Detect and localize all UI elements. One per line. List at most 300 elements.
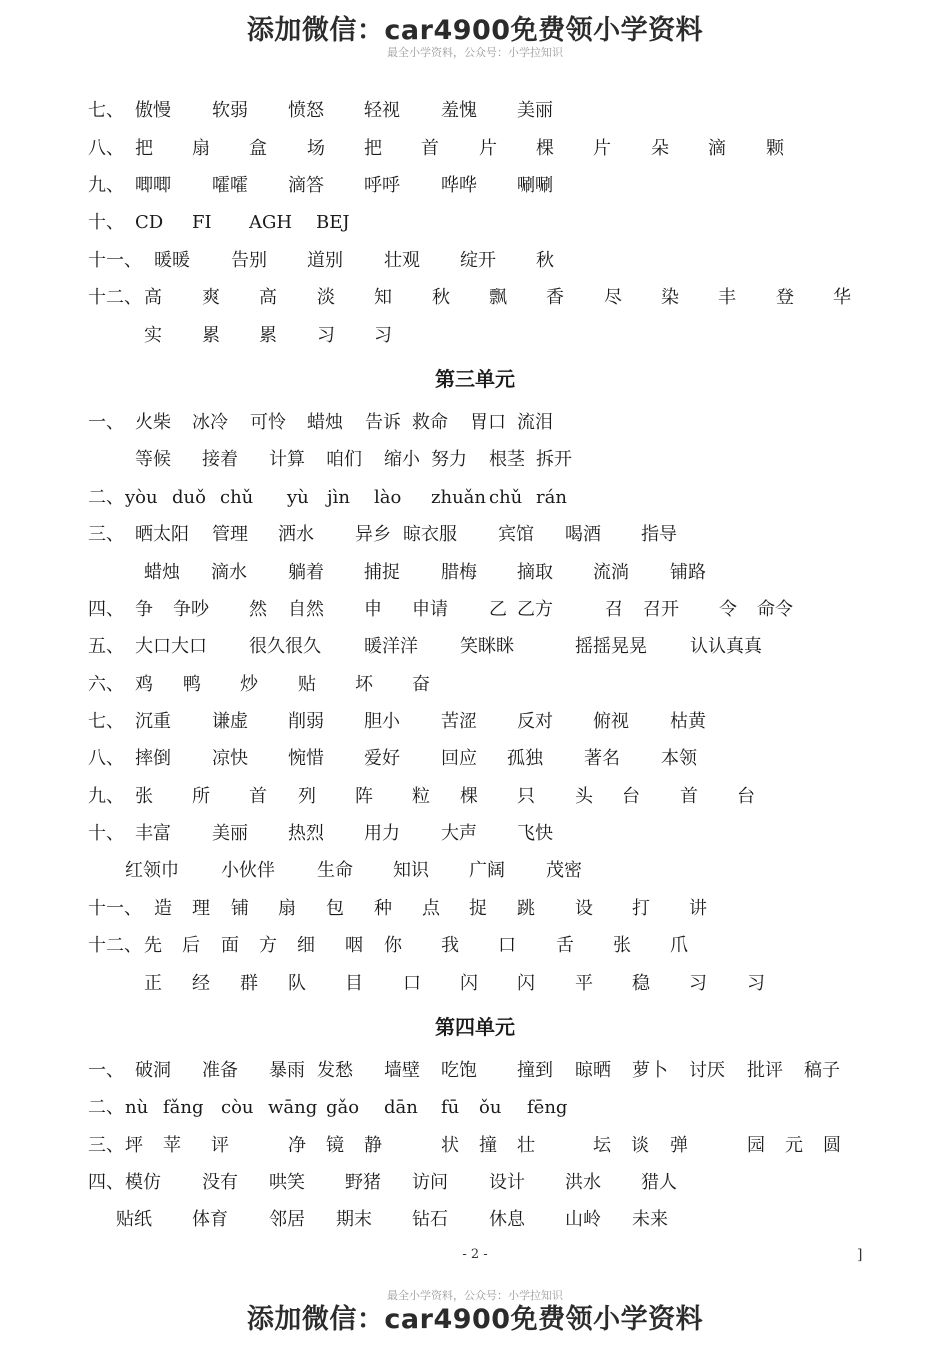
answer-word: 理: [192, 898, 210, 919]
answer-word: 腊梅: [441, 562, 477, 583]
answer-word: 包: [326, 898, 344, 919]
answer-word: fū: [441, 1097, 460, 1118]
answer-word: 摇摇晃晃: [575, 636, 647, 657]
answer-word: 休息: [489, 1209, 525, 1230]
answer-word: 著名: [584, 748, 620, 769]
answer-word: chǔ: [220, 487, 254, 508]
answer-word: 扇: [278, 898, 296, 919]
question-number: 七、: [88, 100, 124, 121]
answer-word: 申: [364, 599, 382, 620]
answer-word: 先: [144, 935, 162, 956]
answer-word: 冰冷: [192, 412, 228, 433]
answer-word: 飘: [489, 287, 507, 308]
answer-line: [0, 408, 950, 438]
answer-word: 造: [154, 898, 172, 919]
answer-word: fǎng: [163, 1097, 204, 1118]
answer-word: 萝卜: [632, 1060, 668, 1081]
answer-word: 凉快: [212, 748, 248, 769]
answer-word: 细: [297, 935, 315, 956]
answer-word: 洒水: [278, 524, 314, 545]
answer-word: 壮: [517, 1135, 535, 1156]
answer-word: 生命: [317, 860, 353, 881]
answer-line: [0, 171, 950, 201]
answer-word: 首: [680, 786, 698, 807]
question-number: 十一、: [88, 898, 142, 919]
answer-word: 累: [202, 325, 220, 346]
answer-word: 炒: [240, 674, 258, 695]
answer-word: 后: [182, 935, 200, 956]
question-number: 一、: [88, 412, 124, 433]
answer-word: 园: [747, 1135, 765, 1156]
answer-word: nù: [125, 1097, 149, 1118]
answer-word: 口: [403, 973, 421, 994]
answer-word: 准备: [202, 1060, 238, 1081]
answer-word: 把: [135, 138, 153, 159]
answer-word: 拆开: [536, 449, 572, 470]
answer-word: 场: [307, 138, 325, 159]
answer-word: chǔ: [489, 487, 523, 508]
answer-word: lào: [374, 487, 402, 508]
answer-word: 猎人: [641, 1172, 677, 1193]
watermark-banner-top: 添加微信：car4900免费领小学资料: [246, 15, 704, 46]
answer-word: 告诉: [365, 412, 401, 433]
answer-word: 异乡: [355, 524, 391, 545]
edge-mark: ]: [857, 1247, 863, 1263]
answer-line: [0, 1205, 950, 1235]
answer-word: 弹: [670, 1135, 688, 1156]
answer-word: 谈: [631, 1135, 649, 1156]
answer-word: 宾馆: [498, 524, 534, 545]
answer-word: 暖洋洋: [364, 636, 418, 657]
answer-word: 晾衣服: [403, 524, 457, 545]
answer-line: [0, 246, 950, 276]
answer-word: 蜡烛: [307, 412, 343, 433]
answer-word: 傲慢: [135, 100, 171, 121]
answer-word: 野猪: [345, 1172, 381, 1193]
answer-word: 体育: [192, 1209, 228, 1230]
answer-word: 鸭: [183, 674, 201, 695]
answer-word: 捉: [469, 898, 487, 919]
answer-word: 邻居: [269, 1209, 305, 1230]
answer-word: 坛: [593, 1135, 611, 1156]
answer-word: 晾晒: [575, 1060, 611, 1081]
answer-word: 用力: [364, 823, 400, 844]
answer-word: 坪: [125, 1135, 143, 1156]
answer-word: 累: [259, 325, 277, 346]
answer-word: 秋: [536, 250, 554, 271]
answer-word: 大口大口: [135, 636, 207, 657]
answer-word: 嚯嚯: [212, 175, 248, 196]
answer-line: [0, 321, 950, 351]
answer-line: [0, 96, 950, 126]
answer-word: 香: [546, 287, 564, 308]
answer-word: gǎo: [326, 1097, 360, 1118]
answer-word: 方: [259, 935, 277, 956]
answer-word: 茂密: [546, 860, 582, 881]
answer-word: 俯视: [593, 711, 629, 732]
answer-word: 颗: [766, 138, 784, 159]
answer-word: 评: [211, 1135, 229, 1156]
question-number: 十、: [88, 823, 124, 844]
answer-word: 指导: [641, 524, 677, 545]
answer-line: [0, 283, 950, 313]
answer-word: 乙方: [517, 599, 553, 620]
answer-word: 访问: [412, 1172, 448, 1193]
answer-word: 苦涩: [441, 711, 477, 732]
page-number: - 2 -: [462, 1247, 488, 1262]
answer-word: 舌: [556, 935, 574, 956]
answer-word: 唰唰: [517, 175, 553, 196]
answer-word: 大声: [441, 823, 477, 844]
answer-word: 朵: [651, 138, 669, 159]
answer-word: fēng: [527, 1097, 568, 1118]
answer-word: 没有: [202, 1172, 238, 1193]
answer-word: 铺: [231, 898, 249, 919]
answer-word: yòu: [125, 487, 158, 508]
answer-word: 贴纸: [116, 1209, 152, 1230]
answer-word: 唧唧: [135, 175, 171, 196]
answer-word: rán: [536, 487, 567, 508]
answer-word: 知: [374, 287, 392, 308]
answer-word: dān: [384, 1097, 418, 1118]
answer-word: 摔倒: [135, 748, 171, 769]
answer-word: 坏: [355, 674, 373, 695]
question-number: 十二、: [88, 935, 142, 956]
answer-word: 呼呼: [364, 175, 400, 196]
question-number: 四、: [88, 1172, 124, 1193]
answer-word: 反对: [517, 711, 553, 732]
answer-word: 救命: [412, 412, 448, 433]
answer-word: 镜: [326, 1135, 344, 1156]
answer-word: 笑眯眯: [460, 636, 514, 657]
answer-word: 然: [249, 599, 267, 620]
answer-word: 胃口: [470, 412, 506, 433]
answer-word: 静: [364, 1135, 382, 1156]
answer-word: 目: [345, 973, 363, 994]
answer-word: 红领巾: [125, 860, 179, 881]
answer-word: 发愁: [317, 1060, 353, 1081]
answer-word: 咽: [345, 935, 363, 956]
answer-word: 未来: [632, 1209, 668, 1230]
answer-word: 命令: [757, 599, 793, 620]
answer-word: 实: [144, 325, 162, 346]
answer-word: 华: [833, 287, 851, 308]
answer-line: [0, 782, 950, 812]
answer-word: 点: [422, 898, 440, 919]
answer-word: 咱们: [326, 449, 362, 470]
answer-word: 滴答: [288, 175, 324, 196]
answer-word: 洪水: [565, 1172, 601, 1193]
answer-word: 习: [689, 973, 707, 994]
answer-word: 跳: [517, 898, 535, 919]
answer-word: 盒: [249, 138, 267, 159]
answer-line: [0, 1093, 950, 1123]
answer-word: 哄笑: [269, 1172, 305, 1193]
answer-word: 片: [593, 138, 611, 159]
answer-word: 等候: [135, 449, 171, 470]
answer-word: 很久很久: [249, 636, 321, 657]
question-number: 二、: [88, 487, 124, 508]
answer-word: 面: [221, 935, 239, 956]
answer-word: 争: [135, 599, 153, 620]
answer-word: 热烈: [288, 823, 324, 844]
answer-word: duǒ: [172, 487, 206, 508]
answer-word: 圆: [823, 1135, 841, 1156]
answer-word: 枯黄: [670, 711, 706, 732]
answer-word: 努力: [431, 449, 467, 470]
answer-word: 种: [374, 898, 392, 919]
answer-word: 胆小: [364, 711, 400, 732]
answer-word: 染: [661, 287, 679, 308]
answer-line: [0, 632, 950, 662]
answer-word: 淡: [317, 287, 335, 308]
answer-word: 习: [317, 325, 335, 346]
question-number: 七、: [88, 711, 124, 732]
answer-word: 认认真真: [690, 636, 762, 657]
answer-word: 批评: [747, 1060, 783, 1081]
answer-word: 尽: [604, 287, 622, 308]
answer-word: 闪: [517, 973, 535, 994]
answer-word: 首: [421, 138, 439, 159]
answer-word: 壮观: [384, 250, 420, 271]
question-number: 九、: [88, 175, 124, 196]
question-number: 五、: [88, 636, 124, 657]
answer-line: [0, 670, 950, 700]
answer-word: 台: [622, 786, 640, 807]
answer-line: [0, 856, 950, 886]
answer-word: 苹: [163, 1135, 181, 1156]
answer-line: [0, 483, 950, 513]
answer-word: 羞愧: [441, 100, 477, 121]
answer-word: 软弱: [212, 100, 248, 121]
answer-word: 只: [517, 786, 535, 807]
answer-word: 扇: [192, 138, 210, 159]
answer-word: 撞: [479, 1135, 497, 1156]
answer-word: 喝酒: [565, 524, 601, 545]
answer-word: 召开: [643, 599, 679, 620]
answer-word: 争吵: [173, 599, 209, 620]
answer-word: 乙: [489, 599, 507, 620]
answer-line: [0, 707, 950, 737]
answer-word: 道别: [307, 250, 343, 271]
answer-word: 知识: [393, 860, 429, 881]
answer-word: 接着: [202, 449, 238, 470]
answer-word: 沉重: [135, 711, 171, 732]
answer-word: CD: [135, 212, 164, 233]
answer-word: 自然: [288, 599, 324, 620]
answer-word: 棵: [536, 138, 554, 159]
answer-word: 可怜: [250, 412, 286, 433]
answer-word: 本领: [661, 748, 697, 769]
answer-word: 高: [259, 287, 277, 308]
answer-word: 火柴: [135, 412, 171, 433]
answer-word: 群: [240, 973, 258, 994]
answer-line: [0, 558, 950, 588]
answer-word: 爪: [670, 935, 688, 956]
answer-word: 流淌: [593, 562, 629, 583]
answer-word: ǒu: [479, 1097, 502, 1118]
answer-word: 小伙伴: [221, 860, 275, 881]
answer-word: còu: [221, 1097, 254, 1118]
answer-word: 丰: [718, 287, 736, 308]
answer-word: 讲: [689, 898, 707, 919]
answer-word: 暖暖: [154, 250, 190, 271]
answer-word: 钻石: [412, 1209, 448, 1230]
answer-word: 惋惜: [288, 748, 324, 769]
answer-word: 削弱: [288, 711, 324, 732]
answer-word: 正: [144, 973, 162, 994]
answer-word: 暴雨: [269, 1060, 305, 1081]
answer-word: 摘取: [517, 562, 553, 583]
answer-word: 丰富: [135, 823, 171, 844]
faint-header-text: 最全小学资料，公众号：小学拉知识: [387, 46, 563, 59]
answer-word: 回应: [441, 748, 477, 769]
answer-word: 晒太阳: [135, 524, 189, 545]
answer-word: 破洞: [135, 1060, 171, 1081]
answer-word: 孤独: [507, 748, 543, 769]
answer-word: 棵: [460, 786, 478, 807]
answer-word: 滴水: [211, 562, 247, 583]
answer-word: 令: [719, 599, 737, 620]
answer-word: 爱好: [364, 748, 400, 769]
answer-line: [0, 1168, 950, 1198]
answer-word: 经: [192, 973, 210, 994]
answer-word: 广阔: [469, 860, 505, 881]
watermark-banner-bottom: 添加微信：car4900免费领小学资料: [246, 1304, 704, 1335]
answer-word: 阵: [355, 786, 373, 807]
answer-word: 登: [776, 287, 794, 308]
answer-word: 头: [575, 786, 593, 807]
answer-line: [0, 969, 950, 999]
answer-word: 躺着: [288, 562, 324, 583]
answer-word: 贴: [298, 674, 316, 695]
answer-word: 张: [613, 935, 631, 956]
answer-word: 习: [747, 973, 765, 994]
answer-word: 列: [298, 786, 316, 807]
answer-word: 平: [575, 973, 593, 994]
answer-word: yù: [287, 487, 309, 508]
answer-word: 闪: [460, 973, 478, 994]
answer-word: 鸡: [135, 674, 153, 695]
answer-word: 期末: [336, 1209, 372, 1230]
question-number: 八、: [88, 748, 124, 769]
question-number: 四、: [88, 599, 124, 620]
answer-word: 稳: [632, 973, 650, 994]
question-number: 八、: [88, 138, 124, 159]
answer-word: 把: [364, 138, 382, 159]
answer-line: [0, 744, 950, 774]
answer-word: wāng: [268, 1097, 318, 1118]
answer-word: 状: [441, 1135, 459, 1156]
answer-word: 秋: [432, 287, 450, 308]
answer-line: [0, 134, 950, 164]
question-number: 二、: [88, 1097, 124, 1118]
answer-word: 片: [479, 138, 497, 159]
answer-word: 召: [605, 599, 623, 620]
question-number: 十二、: [88, 287, 142, 308]
answer-word: 口: [498, 935, 516, 956]
answer-word: 哗哗: [441, 175, 477, 196]
answer-word: 设: [575, 898, 593, 919]
answer-word: 撞到: [517, 1060, 553, 1081]
answer-word: 净: [288, 1135, 306, 1156]
answer-line: [0, 208, 950, 238]
answer-line: [0, 819, 950, 849]
question-number: 三、: [88, 1135, 124, 1156]
answer-word: 飞快: [517, 823, 553, 844]
answer-word: 轻视: [364, 100, 400, 121]
answer-word: 申请: [412, 599, 448, 620]
answer-line: [0, 931, 950, 961]
answer-word: 粒: [412, 786, 430, 807]
answer-word: 根茎: [489, 449, 525, 470]
section-heading-unit-3: 第三单元: [435, 367, 515, 391]
question-number: 十、: [88, 212, 124, 233]
answer-word: 山岭: [565, 1209, 601, 1230]
answer-word: 流泪: [517, 412, 553, 433]
answer-line: [0, 445, 950, 475]
answer-word: 打: [632, 898, 650, 919]
answer-line: [0, 1056, 950, 1086]
answer-word: 首: [249, 786, 267, 807]
answer-word: 稿子: [804, 1060, 840, 1081]
answer-word: 爽: [202, 287, 220, 308]
answer-word: 台: [737, 786, 755, 807]
answer-word: 缩小: [384, 449, 420, 470]
answer-line: [0, 595, 950, 625]
answer-word: 我: [441, 935, 459, 956]
answer-line: [0, 1131, 950, 1161]
answer-word: 滴: [708, 138, 726, 159]
answer-word: 队: [288, 973, 306, 994]
answer-word: 蜡烛: [144, 562, 180, 583]
question-number: 十一、: [88, 250, 142, 271]
answer-word: 告别: [231, 250, 267, 271]
answer-word: 计算: [269, 449, 305, 470]
answer-line: [0, 520, 950, 550]
answer-word: 铺路: [670, 562, 706, 583]
answer-word: 高: [144, 287, 162, 308]
answer-word: FI: [192, 212, 212, 233]
answer-word: 张: [135, 786, 153, 807]
answer-word: 讨厌: [689, 1060, 725, 1081]
section-heading-unit-4: 第四单元: [435, 1015, 515, 1039]
faint-footer-text: 最全小学资料，公众号：小学拉知识: [387, 1289, 563, 1302]
answer-word: 愤怒: [288, 100, 324, 121]
answer-word: 模仿: [125, 1172, 161, 1193]
answer-word: 美丽: [212, 823, 248, 844]
answer-word: zhuǎn: [431, 487, 486, 508]
answer-word: 吃饱: [441, 1060, 477, 1081]
answer-line: [0, 894, 950, 924]
question-number: 九、: [88, 786, 124, 807]
answer-word: 所: [192, 786, 210, 807]
answer-word: BEJ: [316, 212, 350, 233]
answer-word: 捕捉: [364, 562, 400, 583]
answer-word: 元: [785, 1135, 803, 1156]
answer-word: AGH: [249, 212, 293, 233]
answer-word: 管理: [212, 524, 248, 545]
answer-word: 美丽: [517, 100, 553, 121]
question-number: 三、: [88, 524, 124, 545]
answer-word: 墙壁: [384, 1060, 420, 1081]
question-number: 一、: [88, 1060, 124, 1081]
answer-word: 习: [374, 325, 392, 346]
answer-word: 绽开: [460, 250, 496, 271]
answer-word: jìn: [327, 487, 350, 508]
answer-word: 奋: [412, 674, 430, 695]
question-number: 六、: [88, 674, 124, 695]
